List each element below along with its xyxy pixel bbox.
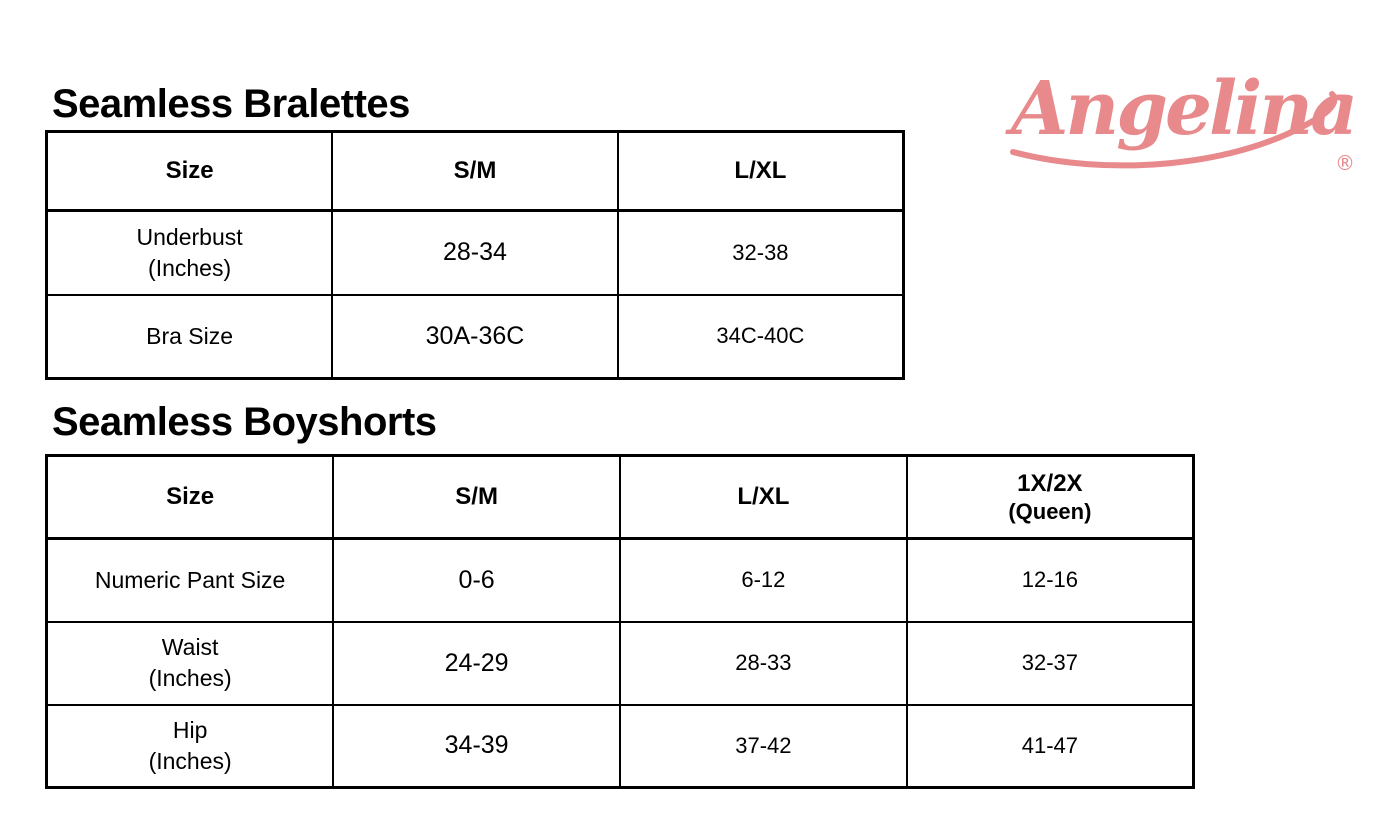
size-value: 30A-36C	[425, 321, 525, 350]
row-label: Waist	[161, 633, 219, 660]
bralettes-row-underbust	[47, 211, 904, 295]
size-value-cell	[618, 211, 904, 295]
size-value: 34C-40C	[716, 323, 805, 349]
bralettes-col-header-sm	[332, 132, 618, 211]
row-label: Hip	[172, 716, 208, 743]
col-header-label: S/M	[455, 483, 498, 510]
boyshorts-row-numeric-pant-size	[47, 539, 1194, 622]
col-header-label: Size	[165, 157, 214, 184]
boyshorts-size-table	[45, 454, 1195, 789]
boyshorts-row-waist	[47, 622, 1194, 705]
boyshorts-header-row	[47, 456, 1194, 539]
size-value: 0-6	[458, 565, 495, 594]
size-value-cell	[620, 622, 907, 705]
registered-trademark-icon: ®	[1335, 151, 1355, 175]
col-header-label: 1X/2X	[1017, 469, 1083, 497]
size-value-cell	[333, 705, 620, 788]
bralettes-header-row	[47, 132, 904, 211]
size-value: 32-37	[1021, 650, 1079, 675]
col-header-sub: (Queen)	[1008, 498, 1092, 524]
row-label-cell	[47, 211, 333, 295]
bralettes-col-header-size	[47, 132, 333, 211]
size-value: 32-38	[732, 239, 789, 265]
size-value-cell	[620, 539, 907, 622]
size-value-cell	[333, 622, 620, 705]
boyshorts-row-hip	[47, 705, 1194, 788]
boyshorts-col-header-1x2x	[907, 456, 1194, 539]
brand-wordmark: Angelina	[1011, 66, 1356, 152]
col-header-label: L/XL	[737, 483, 790, 510]
size-value: 28-33	[735, 650, 792, 675]
row-label-sub: (Inches)	[148, 665, 232, 691]
size-value-cell	[907, 539, 1194, 622]
size-value-cell	[332, 211, 618, 295]
boyshorts-col-header-lxl	[620, 456, 907, 539]
bralettes-title: Seamless Bralettes	[52, 82, 410, 126]
size-value: 28-34	[443, 238, 507, 267]
size-value: 37-42	[735, 732, 792, 758]
bralettes-row-bra-size	[47, 295, 904, 379]
bralettes-size-table	[45, 130, 905, 380]
boyshorts-title: Seamless Boyshorts	[52, 400, 437, 444]
row-label-cell	[47, 539, 334, 622]
size-value-cell	[620, 705, 907, 788]
bralettes-col-header-lxl	[618, 132, 904, 211]
size-value-cell	[907, 622, 1194, 705]
size-value-cell	[907, 705, 1194, 788]
size-value-cell	[333, 539, 620, 622]
size-value: 24-29	[444, 648, 509, 677]
col-header-label: S/M	[453, 157, 497, 184]
row-label-sub: (Inches)	[148, 747, 232, 774]
row-label-cell	[47, 295, 333, 379]
size-value: 34-39	[444, 731, 509, 760]
size-value: 12-16	[1021, 567, 1079, 593]
row-label-cell	[47, 705, 334, 788]
col-header-label: Size	[166, 483, 215, 510]
row-label: Bra Size	[146, 322, 234, 349]
size-value: 41-47	[1021, 732, 1079, 758]
size-value-cell	[332, 295, 618, 379]
row-label-sub: (Inches)	[148, 254, 232, 281]
col-header-label: L/XL	[734, 157, 787, 184]
row-label: Underbust	[136, 223, 243, 250]
row-label-cell	[47, 622, 334, 705]
brand-logo	[985, 50, 1375, 180]
boyshorts-col-header-sm	[333, 456, 620, 539]
angelina-logo-graphic	[985, 50, 1375, 180]
size-value-cell	[618, 295, 904, 379]
size-value: 6-12	[741, 567, 786, 593]
boyshorts-col-header-size	[47, 456, 334, 539]
row-label: Numeric Pant Size	[94, 566, 286, 593]
